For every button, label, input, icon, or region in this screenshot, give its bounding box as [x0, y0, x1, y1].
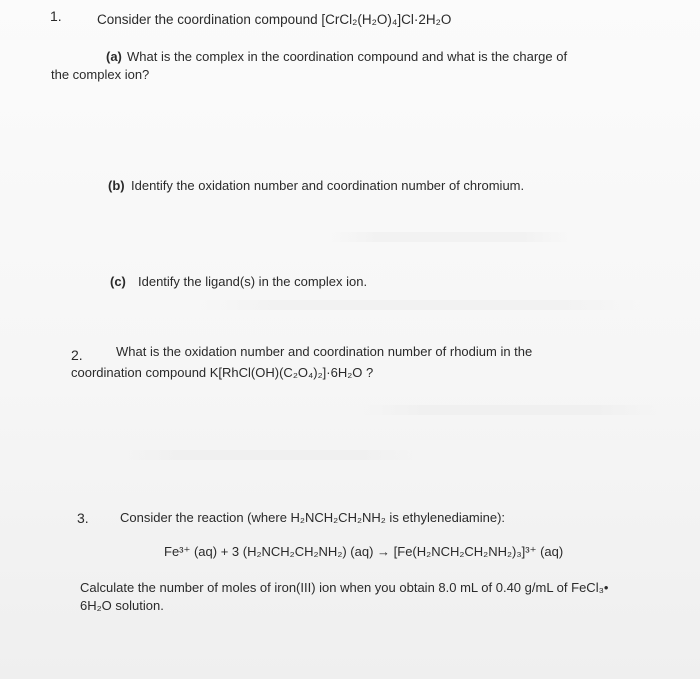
- question-3-equation: Fe³⁺ (aq) + 3 (H₂NCH₂CH₂NH₂) (aq) → [Fe(H₂NCH₂CH₂NH₂)₃]³⁺ (aq): [164, 544, 564, 559]
- question-3-line-1: Calculate the number of moles of iron(III) ion when you obtain 8.0 mL of 0.40 g/mL of FeCl₃•: [80, 580, 609, 595]
- question-3-line-2: 6H₂O solution.: [80, 598, 164, 613]
- question-1a-label: (a): [106, 49, 122, 64]
- show-through-decoration: [120, 450, 420, 460]
- question-3-number: 3.: [77, 510, 89, 526]
- question-1a-line-2: the complex ion?: [51, 67, 150, 82]
- question-1c-text: Identify the ligand(s) in the complex ion.: [138, 274, 368, 289]
- question-1a-line-1: What is the complex in the coordination compound and what is the charge of: [127, 49, 568, 64]
- question-1b-text: Identify the oxidation number and coordination number of chromium.: [131, 178, 525, 193]
- show-through-decoration: [360, 405, 660, 415]
- question-2-number: 2.: [71, 347, 83, 363]
- question-2-line-2: coordination compound K[RhCl(OH)(C₂O₄)₂]·6H₂O ?: [71, 365, 374, 380]
- question-1b-label: (b): [108, 178, 125, 193]
- question-2-line-1: What is the oxidation number and coordination number of rhodium in the: [116, 344, 533, 359]
- question-1-text: Consider the coordination compound [CrCl₂(H₂O)₄]Cl·2H₂O: [97, 12, 452, 27]
- question-3-intro: Consider the reaction (where H₂NCH₂CH₂NH₂ is ethylenediamine):: [120, 510, 506, 525]
- question-1c-label: (c): [110, 274, 126, 289]
- show-through-decoration: [200, 300, 640, 310]
- show-through-decoration: [330, 232, 570, 242]
- question-1-number: 1.: [50, 8, 62, 24]
